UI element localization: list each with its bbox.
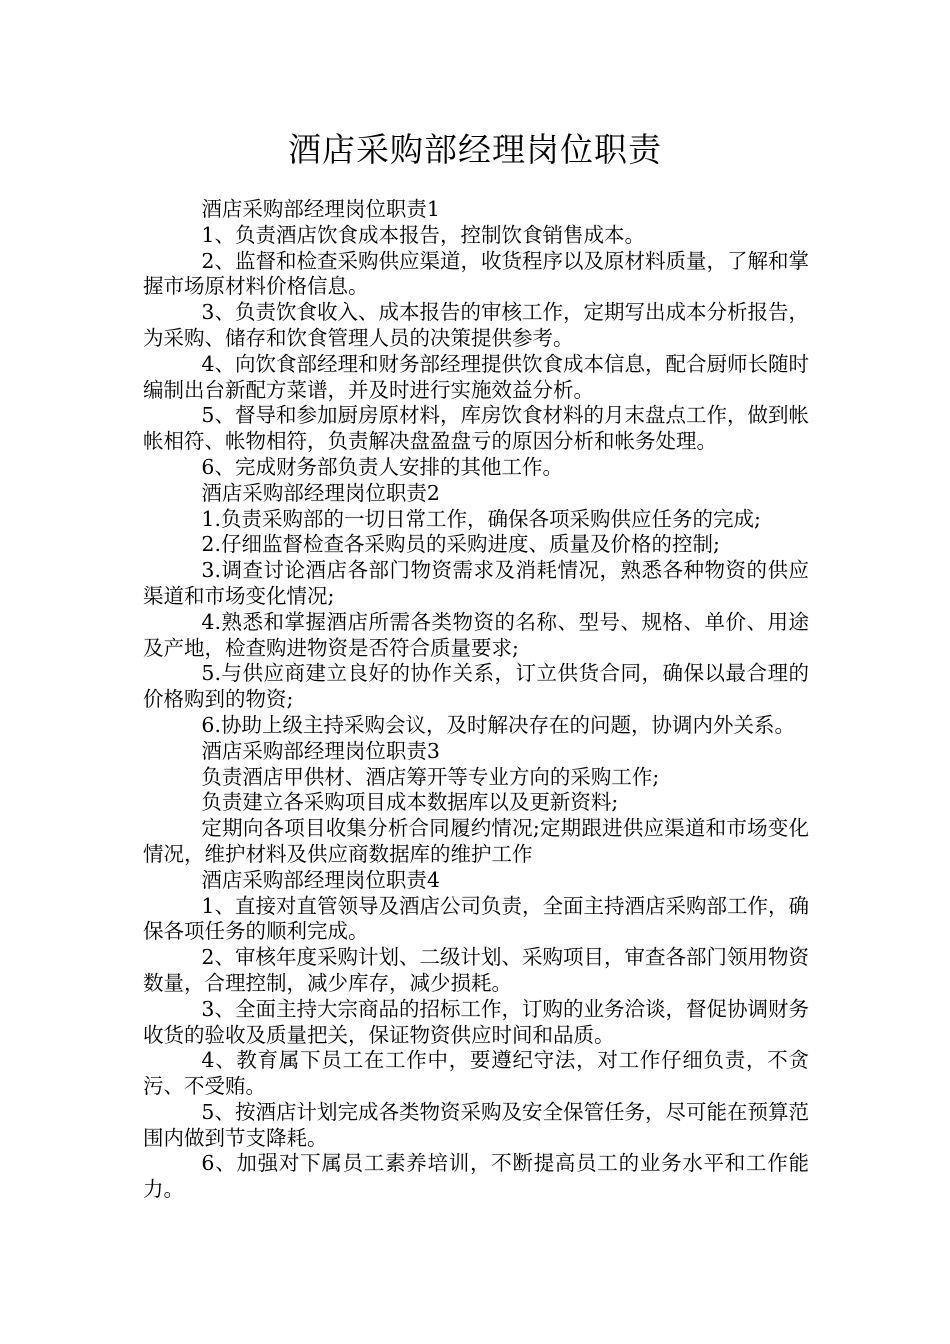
document-body — [143, 197, 809, 1203]
duty-item: 3、全面主持大宗商品的招标工作，订购的业务洽谈，督促协调财务收货的验收及质量把关，保证物资供应时间和品质。 — [143, 996, 809, 1047]
duty-item: 负责建立各采购项目成本数据库以及更新资料; — [201, 790, 619, 815]
duty-item: 负责酒店甲供材、酒店筹开等专业方向的采购工作; — [201, 764, 660, 789]
duty-item: 6.协助上级主持采购会议，及时解决存在的问题，协调内外关系。 — [201, 712, 795, 737]
duty-item: 6、加强对下属员工素养培训，不断提高员工的业务水平和工作能力。 — [143, 1151, 809, 1202]
duty-item: 5、督导和参加厨房原材料，库房饮食材料的月末盘点工作，做到帐帐相符、帐物相符，负责解决盘盈盘亏的原因分析和帐务处理。 — [143, 403, 809, 454]
duty-item: 4、教育属下员工在工作中，要遵纪守法，对工作仔细负责，不贪污、不受贿。 — [143, 1048, 809, 1099]
duty-item: 3、负责饮食收入、成本报告的审核工作，定期写出成本分析报告，为采购、储存和饮食管理人员的决策提供参考。 — [143, 300, 809, 350]
section-heading: 酒店采购部经理岗位职责1 — [201, 197, 440, 221]
duty-item: 定期向各项目收集分析合同履约情况;定期跟进供应渠道和市场变化情况，维护材料及供应商数据库的维护工作 — [143, 816, 809, 866]
duty-item: 4.熟悉和掌握酒店所需各类物资的名称、型号、规格、单价、用途及产地，检查购进物资是否符合质量要求; — [143, 609, 809, 660]
section-heading: 酒店采购部经理岗位职责4 — [201, 867, 440, 892]
duty-item: 1、负责酒店饮食成本报告，控制饮食销售成本。 — [201, 222, 645, 247]
document-title: 酒店采购部经理岗位职责 — [288, 130, 662, 169]
duty-item: 5.与供应商建立良好的协作关系，订立供货合同，确保以最合理的价格购到的物资; — [143, 661, 809, 712]
section-heading: 酒店采购部经理岗位职责3 — [201, 738, 440, 763]
duty-item: 5、按酒店计划完成各类物资采购及安全保管任务，尽可能在预算范围内做到节支降耗。 — [143, 1099, 809, 1150]
duty-item: 3.调查讨论酒店各部门物资需求及消耗情况，熟悉各种物资的供应渠道和市场变化情况; — [143, 558, 809, 608]
duty-item: 4、向饮食部经理和财务部经理提供饮食成本信息，配合厨师长随时编制出台新配方菜谱，并及时进行实施效益分析。 — [143, 351, 809, 402]
duty-item: 6、完成财务部负责人安排的其他工作。 — [201, 454, 563, 479]
duty-item: 2、监督和检查采购供应渠道，收货程序以及原材料质量，了解和掌握市场原材料价格信息。 — [143, 248, 809, 299]
duty-item: 1、直接对直管领导及酒店公司负责，全面主持酒店采购部工作，确保各项任务的顺利完成。 — [143, 893, 809, 944]
section-heading: 酒店采购部经理岗位职责2 — [201, 480, 440, 505]
duty-item: 2.仔细监督检查各采购员的采购进度、质量及价格的控制; — [201, 532, 720, 557]
duty-item: 2、审核年度采购计划、二级计划、采购项目，审查各部门领用物资数量，合理控制，减少库存，减少损耗。 — [143, 945, 809, 995]
duty-item: 1.负责采购部的一切日常工作，确保各项采购供应任务的完成; — [201, 506, 761, 531]
